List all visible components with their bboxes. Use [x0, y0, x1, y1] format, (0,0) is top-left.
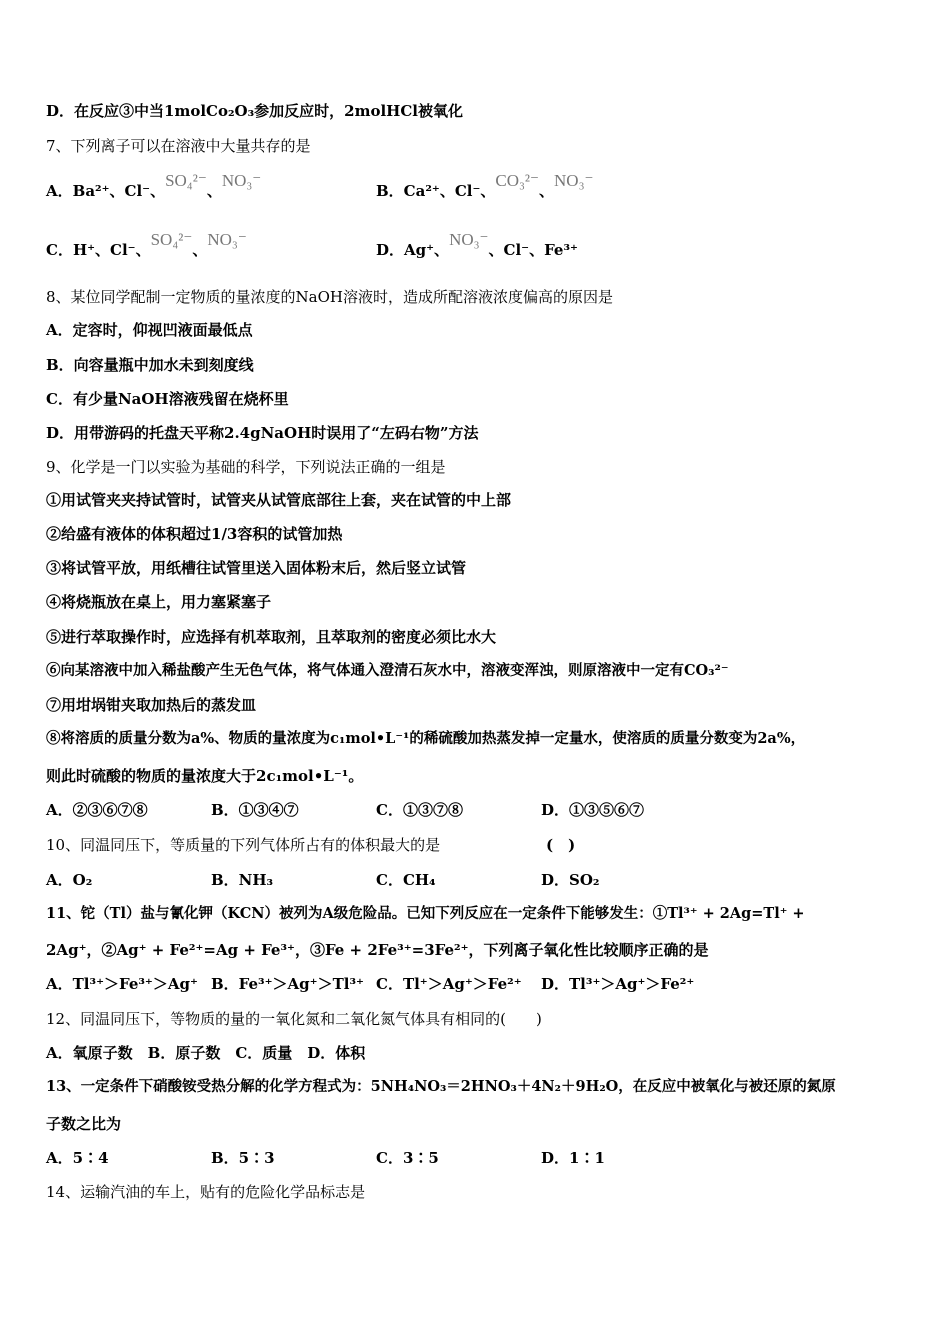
q11-stem-line1: 11、铊（Tl）盐与氰化钾（KCN）被列为A级危险品。已知下列反应在一定条件下能够发生：①Tl³⁺ + 2Ag=Tl⁺ +: [46, 905, 805, 922]
q7-c-sep: 、: [192, 241, 208, 259]
q9-option-b: B．①③④⑦: [211, 801, 299, 819]
q6-option-d: D．在反应③中当1molCo₂O₃参加反应时，2molHCl被氧化: [46, 102, 463, 120]
q8-option-b: B．向容量瓶中加水未到刻度线: [46, 356, 254, 374]
q9-statement-8b: 则此时硫酸的物质的量浓度大于2c₁mol•L⁻¹。: [46, 767, 364, 785]
q8-stem: 8、某位同学配制一定物质的量浓度的NaOH溶液时，造成所配溶液浓度偏高的原因是: [46, 288, 613, 306]
q11-option-d: D．Tl³⁺＞Ag⁺＞Fe²⁺: [541, 975, 695, 993]
q11-option-b: B．Fe³⁺＞Ag⁺＞Tl³⁺: [211, 975, 364, 993]
q12-stem: 12、同温同压下，等物质的量的一氧化氮和二氧化氮气体具有相同的( ): [46, 1010, 542, 1028]
q7-b-sep: 、: [539, 182, 555, 200]
q8-option-c: C．有少量NaOH溶液残留在烧杯里: [46, 390, 289, 408]
q9-statement-4: ④将烧瓶放在桌上，用力塞紧塞子: [46, 593, 272, 611]
q13-stem-line1: 13、一定条件下硝酸铵受热分解的化学方程式为：5NH₄NO₃＝2HNO₃＋4N₂＋9H₂O，在反应中被氧化与被还原的氮原: [46, 1078, 836, 1095]
q10-option-b: B．NH₃: [211, 871, 274, 889]
q7-a-prefix: A．Ba²⁺、Cl⁻、: [46, 182, 166, 200]
q12-options: A．氧原子数 B．原子数 C．质量 D．体积: [46, 1044, 366, 1062]
q7-b-ion1: CO₃²⁻: [495, 171, 540, 190]
q7-d-prefix: D．Ag⁺、: [376, 241, 450, 259]
q7-a-ion2: NO₃⁻: [221, 171, 262, 190]
q11-stem-line2: 2Ag⁺，②Ag⁺ + Fe²⁺=Ag + Fe³⁺，③Fe + 2Fe³⁺=3Fe²⁺，下列离子氧化性比较顺序正确的是: [46, 941, 709, 959]
q10-option-c: C．CH₄: [376, 871, 436, 889]
q13-option-a: A．5∶4: [46, 1149, 109, 1167]
q7-b-ion2: NO₃⁻: [554, 171, 594, 190]
q9-statement-7: ⑦用坩埚钳夹取加热后的蒸发皿: [46, 696, 257, 714]
q7-d-suffix: 、Cl⁻、Fe³⁺: [488, 241, 578, 259]
q11-option-a: A．Tl³⁺＞Fe³⁺＞Ag⁺: [46, 975, 198, 993]
q9-stem: 9、化学是一门以实验为基础的科学，下列说法正确的一组是: [46, 458, 446, 476]
q7-stem: 7、下列离子可以在溶液中大量共存的是: [46, 137, 311, 155]
q9-statement-6: ⑥向某溶液中加入稀盐酸产生无色气体，将气体通入澄清石灰水中，溶液变浑浊，则原溶液中一定有CO₃²⁻: [46, 662, 729, 679]
q7-c-prefix: C．H⁺、Cl⁻、: [46, 241, 151, 259]
q9-statement-1: ①用试管夹夹持试管时，试管夹从试管底部往上套，夹在试管的中上部: [46, 491, 512, 509]
q7-c-ion2: NO₃⁻: [207, 230, 247, 249]
q9-statement-2: ②给盛有液体的体积超过1/3容积的试管加热: [46, 525, 343, 543]
q8-option-d: D．用带游码的托盘天平称2.4gNaOH时误用了“左码右物”方法: [46, 424, 479, 442]
q7-a-ion1: SO₄²⁻: [165, 171, 207, 190]
q13-option-b: B．5∶3: [211, 1149, 275, 1167]
q9-option-d: D．①③⑤⑥⑦: [541, 801, 645, 819]
q7-d-ion1: NO₃⁻: [449, 230, 489, 249]
q7-option-a: [46, 171, 262, 201]
q13-option-c: C．3∶5: [376, 1149, 439, 1167]
q10-option-d: D．SO₂: [541, 871, 600, 889]
q7-option-d: [376, 230, 578, 260]
q7-option-c: [46, 230, 247, 260]
q10-answer-paren: ( ): [546, 836, 576, 854]
q7-a-sep: 、: [206, 182, 222, 200]
q10-stem: 10、同温同压下，等质量的下列气体所占有的体积最大的是: [46, 836, 441, 854]
q14-stem: 14、运输汽油的车上，贴有的危险化学品标志是: [46, 1183, 366, 1201]
q8-option-a: A．定容时，仰视凹液面最低点: [46, 321, 253, 339]
q13-option-d: D．1∶1: [541, 1149, 605, 1167]
q9-option-c: C．①③⑦⑧: [376, 801, 463, 819]
q9-statement-8a: ⑧将溶质的质量分数为a%、物质的量浓度为c₁mol•L⁻¹的稀硫酸加热蒸发掉一定量水，使溶质的质量分数变为2a%，: [46, 730, 806, 747]
q11-option-c: C．Tl⁺＞Ag⁺＞Fe²⁺: [376, 975, 522, 993]
q10-option-a: A．O₂: [46, 871, 93, 889]
q7-b-prefix: B．Ca²⁺、Cl⁻、: [376, 182, 496, 200]
q7-option-b: [376, 171, 594, 201]
q9-statement-5: ⑤进行萃取操作时，应选择有机萃取剂，且萃取剂的密度必须比水大: [46, 628, 497, 646]
q13-stem-line2: 子数之比为: [46, 1115, 122, 1133]
q7-c-ion1: SO₄²⁻: [150, 230, 193, 249]
q9-statement-3: ③将试管平放，用纸槽往试管里送入固体粉末后，然后竖立试管: [46, 559, 467, 577]
q9-option-a: A．②③⑥⑦⑧: [46, 801, 148, 819]
